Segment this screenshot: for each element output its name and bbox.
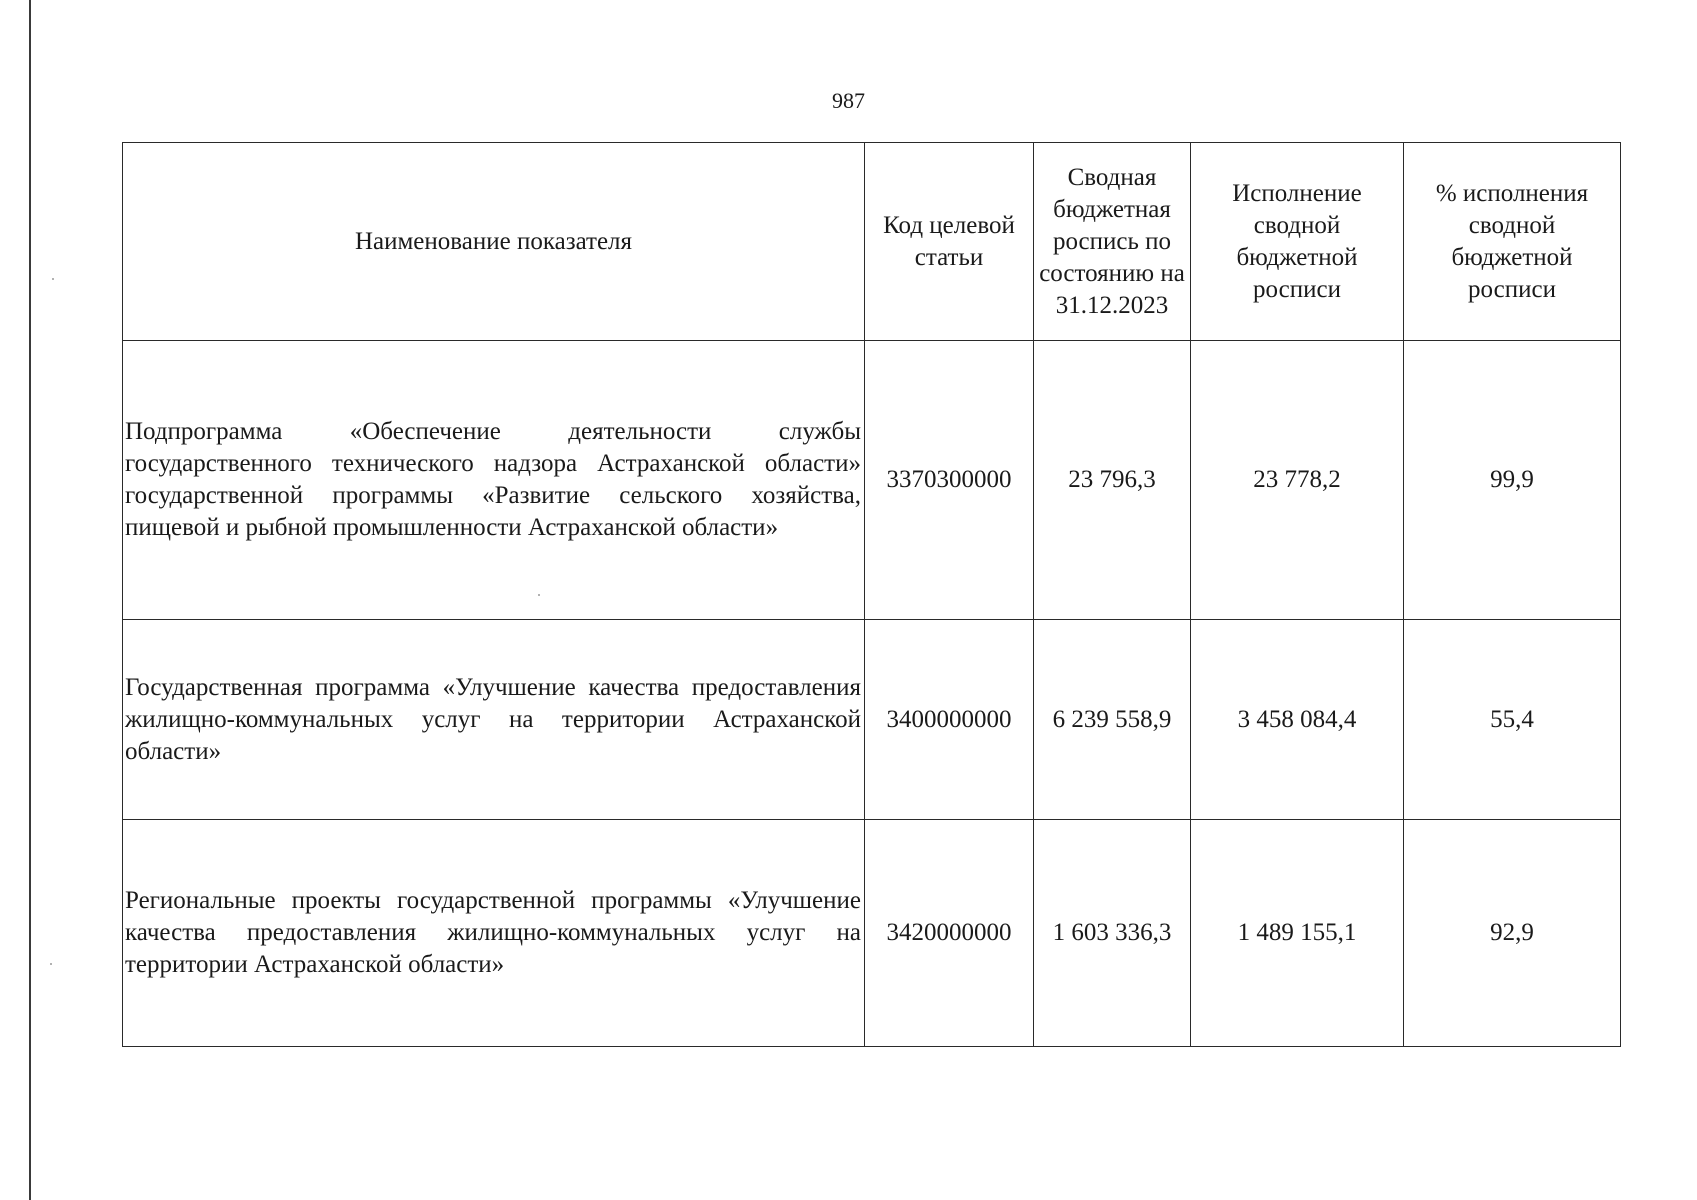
table-header-row — [123, 143, 1621, 341]
target-code-cell: 3370300000 — [865, 341, 1034, 620]
budget-table — [122, 142, 1621, 1047]
scan-speck — [50, 963, 52, 965]
execution-percent-cell: 55,4 — [1404, 620, 1621, 820]
indicator-name-cell: Государственная программа «Улучшение качества предоставления жилищно-коммунальных услуг на территории Астраханской области» — [123, 620, 865, 820]
execution-percent-cell: 99,9 — [1404, 341, 1621, 620]
execution-percent-cell: 92,9 — [1404, 820, 1621, 1047]
header-budget-execution: Исполнение сводной бюджетной росписи — [1191, 143, 1404, 341]
budget-execution-cell: 23 778,2 — [1191, 341, 1404, 620]
page-number: 987 — [832, 88, 865, 113]
header-budget-plan: Сводная бюджетная роспись по состоянию на 31.12.2023 — [1034, 143, 1191, 341]
table-row — [123, 820, 1621, 1047]
budget-plan-cell: 1 603 336,3 — [1034, 820, 1191, 1047]
budget-execution-cell: 1 489 155,1 — [1191, 820, 1404, 1047]
scan-speck — [52, 278, 54, 280]
target-code-cell: 3420000000 — [865, 820, 1034, 1047]
header-target-code: Код целевой статьи — [865, 143, 1034, 341]
budget-plan-cell: 23 796,3 — [1034, 341, 1191, 620]
indicator-name-cell: Подпрограмма «Обеспечение деятельности службы государственного технического надзора Астраханской области» государственной программы «Развитие сельского хозяйства, пищевой и рыбной промышленности Астраханской области» — [123, 341, 865, 620]
header-execution-percent: % исполнения сводной бюджетной росписи — [1404, 143, 1621, 341]
table-row — [123, 620, 1621, 820]
budget-plan-cell: 6 239 558,9 — [1034, 620, 1191, 820]
target-code-cell: 3400000000 — [865, 620, 1034, 820]
table-row — [123, 341, 1621, 620]
binding-line — [29, 0, 31, 1200]
indicator-name-cell: Региональные проекты государственной программы «Улучшение качества предоставления жилищно-коммунальных услуг на территории Астраханской области» — [123, 820, 865, 1047]
header-indicator-name: Наименование показателя — [123, 143, 865, 341]
budget-execution-cell: 3 458 084,4 — [1191, 620, 1404, 820]
